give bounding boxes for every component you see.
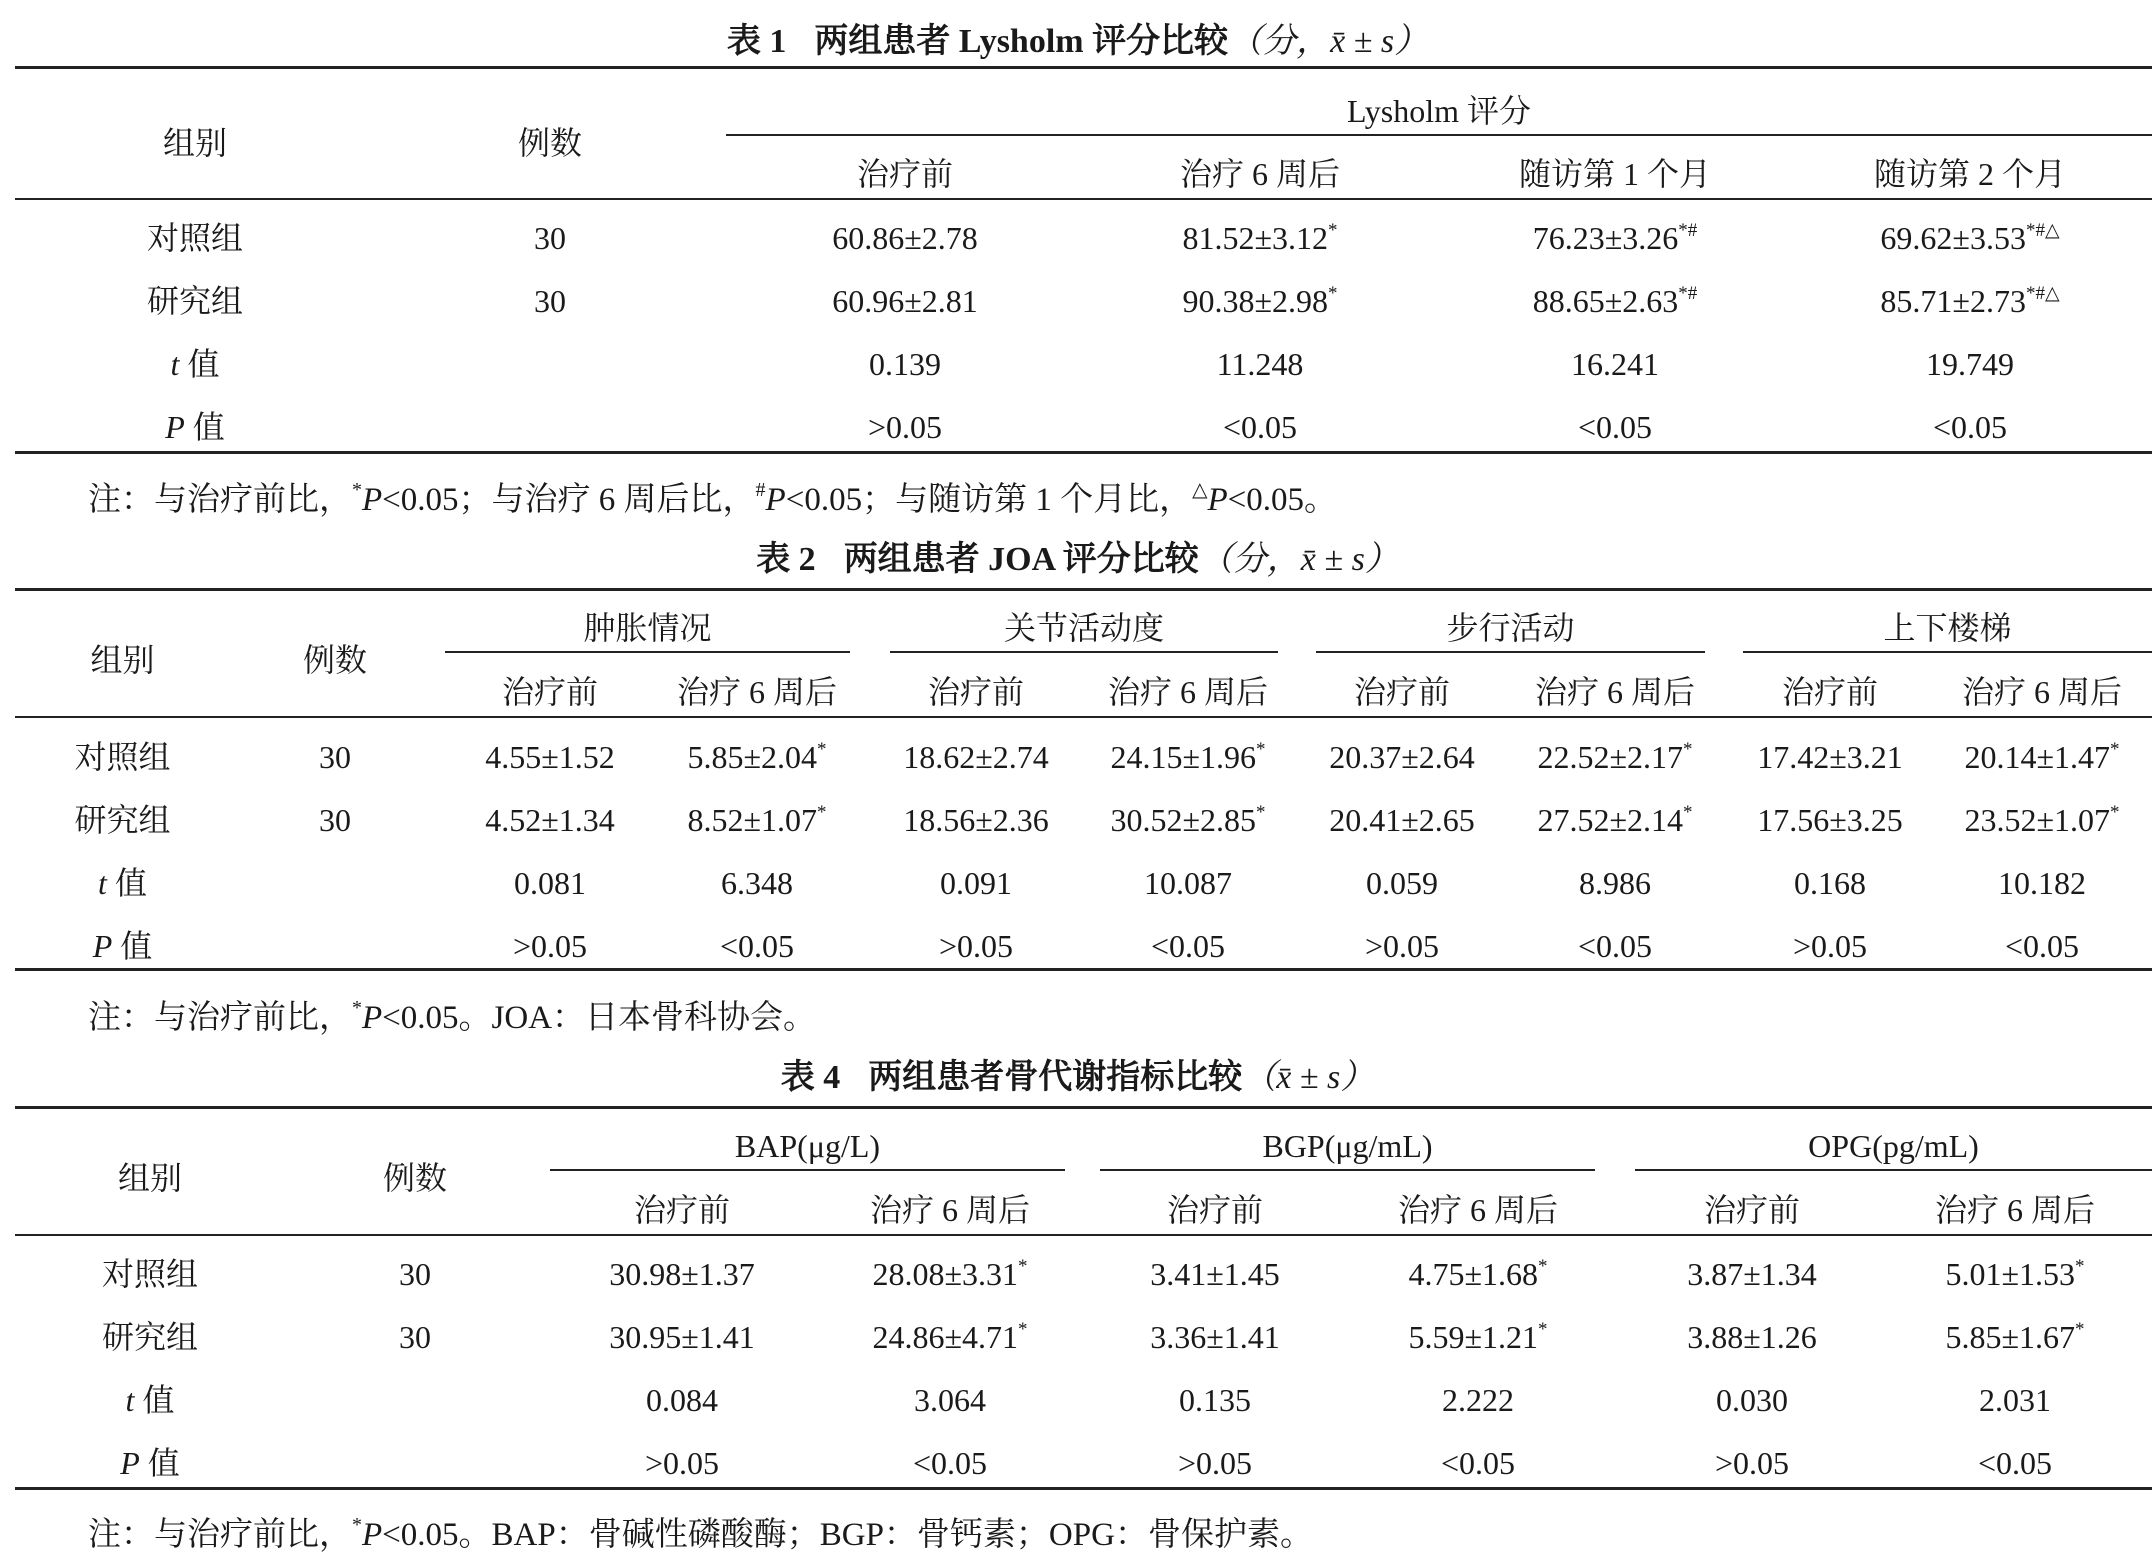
significance-mark: * (817, 739, 827, 760)
cell-value: 3.36±1.41 (1150, 1319, 1280, 1355)
table1-caption (0, 22, 2155, 62)
table2-p-value: >0.05 (512, 928, 588, 964)
table4-table-cell (1627, 1254, 1877, 1294)
table1-table-cell (735, 281, 1075, 321)
table2-row-count: 30 (319, 802, 351, 838)
table2-t-value: 10.182 (1998, 865, 2086, 901)
table1-t-value: 19.749 (1926, 346, 2014, 382)
table2-bottom-rule (15, 968, 2152, 971)
table4-t-value: 2.222 (1442, 1382, 1514, 1418)
significance-mark: * (817, 802, 827, 823)
table2-p-value: <0.05 (1577, 928, 1653, 964)
significance-mark: *# (1678, 283, 1698, 304)
table4-top-rule (15, 1106, 2152, 1109)
table4-number: 表 4 (780, 1059, 841, 1096)
table1-t-value: 0.139 (869, 346, 941, 382)
table1-stat: （分，x̄ ± s） (1228, 23, 1429, 60)
table2-span-rule (890, 651, 1278, 653)
table1-p-value: <0.05 (1932, 409, 2008, 445)
table2-note: 注：与治疗前比，*P<0.05。JOA：日本骨科协会。 (88, 997, 817, 1036)
cell-value: 5.59±1.21 (1408, 1319, 1539, 1355)
cell-value: 5.85±1.67 (1945, 1319, 2076, 1355)
cell-value: 85.71±2.73 (1880, 283, 2026, 319)
significance-mark: * (1683, 739, 1693, 760)
table2-table-cell (876, 800, 1076, 840)
table1-t-value: 16.241 (1571, 346, 1659, 382)
table2-table-cell (1515, 737, 1715, 777)
table2-number: 表 2 (756, 541, 816, 578)
table4-header-col: 治疗 6 周后 (1934, 1192, 2095, 1228)
significance-mark: *#△ (2025, 220, 2060, 241)
table2-header-span: 肿胀情况 (583, 610, 712, 646)
significance-mark: * (2110, 739, 2120, 760)
significance-mark: * (1256, 739, 1266, 760)
table4-table-cell (1090, 1254, 1340, 1294)
table2-table-cell (1730, 737, 1930, 777)
table4-header-col: 治疗 6 周后 (1397, 1192, 1558, 1228)
cell-value: 60.86±2.78 (832, 220, 978, 256)
table1-table-cell (1445, 281, 1785, 321)
significance-mark: * (2075, 1256, 2085, 1277)
table2-table-cell (1302, 737, 1502, 777)
table2-span-rule (445, 651, 850, 653)
significance-mark: * (1538, 1319, 1548, 1340)
table1-table-cell (735, 218, 1075, 258)
table1-span-rule (726, 134, 2152, 136)
table2-header-col: 治疗 6 周后 (1961, 674, 2122, 710)
table4-table-cell (825, 1317, 1075, 1357)
significance-mark: * (1328, 220, 1338, 241)
table4-header-span: BGP(μg/mL) (1262, 1128, 1433, 1164)
table4-title: 两组患者骨代谢指标比较 (868, 1059, 1243, 1096)
table4-header-col: 治疗 6 周后 (869, 1192, 1030, 1228)
table1-row-count: 30 (534, 283, 566, 319)
table1-table-cell (1800, 281, 2140, 321)
table4-table-cell (1090, 1317, 1340, 1357)
table1-title: 两组患者 Lysholm 评分比较 (814, 23, 1229, 60)
table2-table-cell (1302, 800, 1502, 840)
table2-caption (0, 540, 2155, 580)
table2-header-span: 上下楼梯 (1883, 610, 2012, 646)
table4-span-rule (550, 1169, 1065, 1171)
table4-p-value: >0.05 (1177, 1445, 1253, 1481)
cell-value: 27.52±2.14 (1537, 802, 1684, 838)
table4-row-count: 30 (399, 1256, 431, 1292)
cell-value: 5.85±2.04 (687, 739, 818, 775)
table4-row-group: 对照组 (101, 1256, 198, 1292)
table1-number: 表 1 (726, 23, 787, 60)
table2-table-cell (450, 800, 650, 840)
table2-header-rule (15, 716, 2152, 718)
table2-header-col: 治疗 6 周后 (676, 674, 837, 710)
table2-table-cell (450, 737, 650, 777)
table1-row-group: 研究组 (146, 283, 243, 319)
cell-value: 60.96±2.81 (832, 283, 978, 319)
cell-value: 90.38±2.98 (1182, 283, 1329, 319)
cell-value: 30.95±1.41 (609, 1319, 755, 1355)
table2-p-value: >0.05 (1792, 928, 1868, 964)
cell-value: 20.37±2.64 (1329, 739, 1475, 775)
table1-header-rule (15, 198, 2152, 200)
table2-p-label: P 值 (92, 928, 153, 964)
table4-stat: （x̄ ± s） (1242, 1059, 1375, 1096)
table1-table-cell (1090, 281, 1430, 321)
table2-span-rule (1743, 651, 2152, 653)
table2-t-value: 0.081 (514, 865, 586, 901)
table4-header-span: OPG(pg/mL) (1808, 1128, 1979, 1164)
table4-t-label: t 值 (125, 1382, 175, 1418)
table1-header-group: 组别 (162, 125, 227, 161)
table1-bottom-rule (15, 451, 2152, 454)
table2-row-count: 30 (319, 739, 351, 775)
table1-table-cell (1445, 218, 1785, 258)
table4-bottom-rule (15, 1487, 2152, 1490)
table4-caption (0, 1058, 2155, 1098)
cell-value: 18.62±2.74 (903, 739, 1049, 775)
cell-value: 3.87±1.34 (1687, 1256, 1817, 1292)
table4-header-count: 例数 (382, 1160, 447, 1196)
table1-note: 注：与治疗前比，*P<0.05；与治疗 6 周后比，#P<0.05；与随访第 1 个月比，△P<0.05。 (88, 479, 1338, 518)
cell-value: 22.52±2.17 (1537, 739, 1684, 775)
table4-row-count: 30 (399, 1319, 431, 1355)
table2-t-label: t 值 (98, 865, 147, 901)
table1-t-value: 11.248 (1216, 346, 1304, 382)
significance-mark: * (1683, 802, 1693, 823)
table2-p-value: >0.05 (938, 928, 1014, 964)
table1-table-cell (1090, 218, 1430, 258)
table4-t-value: 0.084 (646, 1382, 718, 1418)
table4-header-rule (15, 1234, 2152, 1236)
table2-header-col: 治疗前 (1781, 674, 1878, 710)
table2-stat: （分，x̄ ± s） (1198, 541, 1399, 578)
cell-value: 30.98±1.37 (609, 1256, 755, 1292)
table4-header-col: 治疗前 (1703, 1192, 1800, 1228)
table1-header-col: 随访第 1 个月 (1518, 156, 1711, 192)
table2-header-col: 治疗前 (927, 674, 1024, 710)
table2-top-rule (15, 588, 2152, 591)
table4-span-rule (1635, 1169, 2152, 1171)
cell-value: 17.42±3.21 (1757, 739, 1903, 775)
table1-p-label: P 值 (165, 409, 225, 445)
table2-t-value: 0.059 (1366, 865, 1438, 901)
significance-mark: * (1018, 1256, 1028, 1277)
table2-header-span: 步行活动 (1446, 610, 1575, 646)
table1-row-group: 对照组 (146, 220, 243, 256)
table4-table-cell (1353, 1254, 1603, 1294)
significance-mark: * (2110, 802, 2120, 823)
table2-header-group: 组别 (90, 642, 155, 678)
cell-value: 17.56±3.25 (1757, 802, 1903, 838)
significance-mark: * (2075, 1319, 2085, 1340)
cell-value: 8.52±1.07 (687, 802, 818, 838)
cell-value: 3.41±1.45 (1150, 1256, 1280, 1292)
table2-span-rule (1316, 651, 1705, 653)
table4-table-cell (1627, 1317, 1877, 1357)
table2-table-cell (1088, 737, 1288, 777)
table2-t-value: 10.087 (1144, 865, 1232, 901)
table4-p-label: P 值 (120, 1445, 180, 1481)
cell-value: 81.52±3.12 (1182, 220, 1329, 256)
table2-p-value: <0.05 (1150, 928, 1226, 964)
table4-row-group: 研究组 (101, 1319, 198, 1355)
table1-header-col: 治疗 6 周后 (1179, 156, 1340, 192)
table2-t-value: 6.348 (721, 865, 793, 901)
table2-table-cell (1515, 800, 1715, 840)
cell-value: 69.62±3.53 (1880, 220, 2026, 256)
table4-p-value: <0.05 (1440, 1445, 1516, 1481)
table1-row-count: 30 (534, 220, 566, 256)
table4-p-value: <0.05 (1977, 1445, 2053, 1481)
cell-value: 24.15±1.96 (1110, 739, 1257, 775)
table2-table-cell (657, 737, 857, 777)
cell-value: 88.65±2.63 (1532, 283, 1679, 319)
table2-t-value: 0.091 (940, 865, 1012, 901)
significance-mark: *# (1678, 220, 1698, 241)
table2-header-col: 治疗 6 周后 (1534, 674, 1695, 710)
cell-value: 23.52±1.07 (1964, 802, 2111, 838)
table2-header-count: 例数 (302, 642, 367, 678)
table1-table-cell (1800, 218, 2140, 258)
table1-header-col: 随访第 2 个月 (1873, 156, 2066, 192)
table2-p-value: <0.05 (2004, 928, 2080, 964)
table2-table-cell (1942, 737, 2142, 777)
table4-note: 注：与治疗前比，*P<0.05。BAP：骨碱性磷酸酶；BGP：骨钙素；OPG：骨保护素。 (88, 1514, 1313, 1553)
significance-mark: * (1018, 1319, 1028, 1340)
table4-t-value: 0.030 (1716, 1382, 1788, 1418)
table2-header-span: 关节活动度 (1003, 610, 1164, 646)
table4-header-col: 治疗前 (1166, 1192, 1263, 1228)
table1-t-label: t 值 (170, 346, 220, 382)
significance-mark: * (1538, 1256, 1548, 1277)
table4-header-group: 组别 (117, 1160, 182, 1196)
table2-row-group: 研究组 (74, 802, 171, 838)
cell-value: 28.08±3.31 (872, 1256, 1019, 1292)
cell-value: 4.52±1.34 (485, 802, 615, 838)
table2-t-value: 8.986 (1579, 865, 1651, 901)
table4-p-value: >0.05 (644, 1445, 720, 1481)
table4-table-cell (557, 1254, 807, 1294)
table4-table-cell (557, 1317, 807, 1357)
table2-p-value: <0.05 (719, 928, 795, 964)
table4-t-value: 3.064 (914, 1382, 986, 1418)
table2-p-value: >0.05 (1364, 928, 1440, 964)
table1-p-value: <0.05 (1577, 409, 1653, 445)
table1-header-count: 例数 (517, 125, 582, 161)
table4-span-rule (1100, 1169, 1595, 1171)
table4-p-value: >0.05 (1714, 1445, 1790, 1481)
table1-p-value: <0.05 (1222, 409, 1298, 445)
cell-value: 20.14±1.47 (1964, 739, 2111, 775)
cell-value: 20.41±2.65 (1329, 802, 1475, 838)
table4-t-value: 2.031 (1979, 1382, 2051, 1418)
table1-header-col: 治疗前 (856, 156, 953, 192)
table4-table-cell (1353, 1317, 1603, 1357)
cell-value: 76.23±3.26 (1532, 220, 1679, 256)
table2-table-cell (1942, 800, 2142, 840)
table1-p-value: >0.05 (867, 409, 943, 445)
cell-value: 3.88±1.26 (1687, 1319, 1817, 1355)
table2-table-cell (876, 737, 1076, 777)
table2-table-cell (657, 800, 857, 840)
significance-mark: *#△ (2025, 283, 2060, 304)
table4-t-value: 0.135 (1179, 1382, 1251, 1418)
cell-value: 18.56±2.36 (903, 802, 1049, 838)
table1-top-rule (15, 66, 2152, 69)
table1-header-span: Lysholm 评分 (1346, 93, 1532, 129)
table4-table-cell (825, 1254, 1075, 1294)
table4-header-col: 治疗前 (633, 1192, 730, 1228)
table2-t-value: 0.168 (1794, 865, 1866, 901)
table2-row-group: 对照组 (74, 739, 171, 775)
cell-value: 5.01±1.53 (1945, 1256, 2076, 1292)
table2-title: 两组患者 JOA 评分比较 (843, 541, 1199, 578)
cell-value: 4.75±1.68 (1408, 1256, 1539, 1292)
table2-header-col: 治疗 6 周后 (1107, 674, 1268, 710)
cell-value: 30.52±2.85 (1110, 802, 1257, 838)
cell-value: 4.55±1.52 (485, 739, 615, 775)
table4-table-cell (1890, 1254, 2140, 1294)
table2-table-cell (1088, 800, 1288, 840)
table4-table-cell (1890, 1317, 2140, 1357)
table2-header-col: 治疗前 (1353, 674, 1450, 710)
significance-mark: * (1256, 802, 1266, 823)
table4-header-span: BAP(μg/L) (734, 1128, 881, 1164)
table2-header-col: 治疗前 (501, 674, 598, 710)
table4-p-value: <0.05 (912, 1445, 988, 1481)
cell-value: 24.86±4.71 (872, 1319, 1019, 1355)
table2-table-cell (1730, 800, 1930, 840)
significance-mark: * (1328, 283, 1338, 304)
